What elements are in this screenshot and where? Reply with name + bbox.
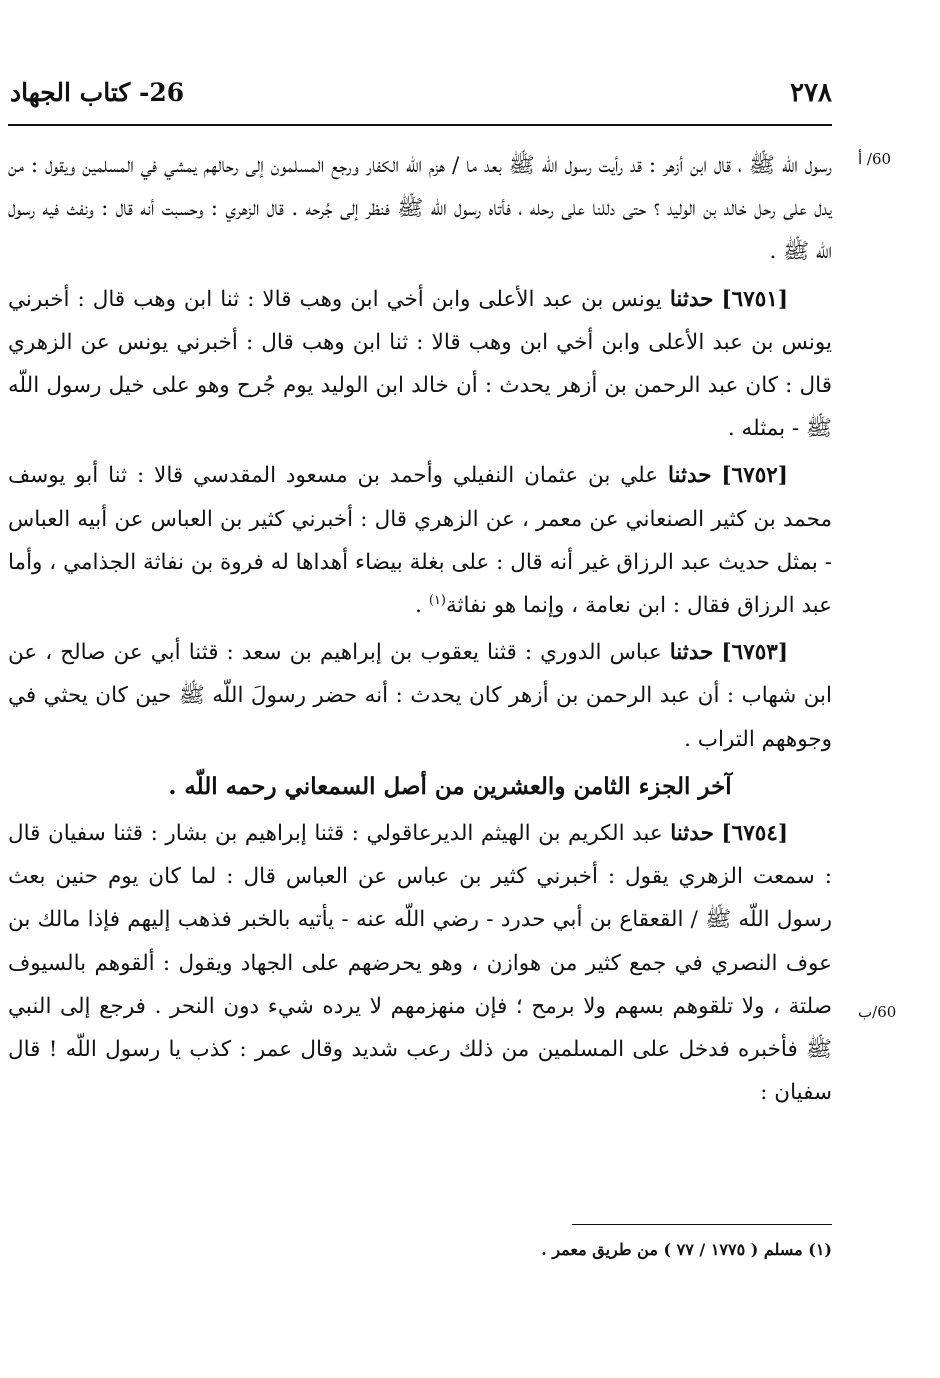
- hadith-number: [٦٧٥٣]: [721, 640, 788, 666]
- hadith-text: عبد الكريم بن الهيثم الديرعاقولي : قثنا إبراهيم بن بشار : قثنا سفيان قال : سمعت الزهري يقول : أخبرني كثير بن عباس عن العباس قال : لما كان يوم حنين بعث رسول اللّه ﷺ / القعقاع بن أبي حدرد - رضي اللّه عنه - يأتيه بالخبر فذهب إليهم فإذا مالك بن عوف النصري في جمع كثير من هوازن ، وهو يحرضهم على الجهاد ويقول : ألقوهم بالسيوف صلتة ، ولا تلقوهم بسهم ولا برمح ؛ فإن منهزمهم لا يرده شيء دون النحر . فرجع إلى النبي ﷺ فأخبره فدخل على المسلمين من ذلك رعب شديد وقال عمر : كذب يا رسول اللّه ! قال سفيان :: [8, 821, 832, 1106]
- page-number: ٢٧٨: [790, 78, 832, 108]
- hadith-number: [٦٧٥٢]: [721, 463, 788, 489]
- hadith-text: علي بن عثمان النفيلي وأحمد بن مسعود المقدسي قالا : ثنا أبو يوسف محمد بن كثير الصنعاني عن معمر ، عن الزهري قال : أخبرني كثير بن العباس عن أبيه العباس - بمثل حديث عبد الرزاق غير أنه قال : على بغلة بيضاء أهداها له فروة بن نفاثة الجذامي ، وأما عبد الرزاق فقال : ابن نعامة ، وإنما هو نفاثة: [8, 463, 832, 619]
- footnote-reference: (١): [428, 592, 446, 608]
- body-text: [8, 144, 832, 1118]
- hadith-6751: [8, 278, 832, 451]
- section-ending-note: آخر الجزء الثامن والعشرين من أصل السمعاني رحمه اللّه .: [168, 772, 732, 800]
- margin-note-folio-60b: 60/ب: [858, 1003, 897, 1021]
- hadith-6753: [8, 631, 832, 761]
- hadith-lead-word: حدثنا: [669, 640, 714, 666]
- chapter-title: 26- كتاب الجهاد: [10, 78, 185, 107]
- hadith-6754: [8, 812, 832, 1114]
- footnote: (١) مسلم ( ١٧٧٥ / ٧٧ ) من طريق معمر .: [541, 1240, 832, 1259]
- footnote-rule: [572, 1224, 832, 1225]
- hadith-lead-word: حدثنا: [667, 463, 712, 489]
- hadith-lead-word: حدثنا: [670, 821, 714, 847]
- hadith-number: [٦٧٥١]: [721, 286, 789, 312]
- paragraph-continuation: رسول اللّه ﷺ ، قال ابن أزهر : قد رأيت رسول اللّه ﷺ بعد ما / هزم اللّه الكفار ورجع المسلمون إلى رحالهم يمشي في المسلمين ويقول : من يدل على رحل خالد بن الوليد ؟ حتى دللنا على رحله ، فأتاه رسول اللّه ﷺ فنظر إلى جُرحه . قال الزهري : وحسبت أنه قال : ونفث فيه رسول اللّه ﷺ .: [8, 153, 832, 265]
- hadith-lead-word: حدثنا: [669, 286, 714, 312]
- page-header: [10, 78, 832, 118]
- margin-note-folio-60a: 60/ أ: [858, 150, 892, 168]
- hadith-6752: [8, 454, 832, 627]
- hadith-text: يونس بن عبد الأعلى وابن أخي ابن وهب قالا : ثنا ابن وهب قال : أخبرني يونس بن عبد الأعلى وابن أخي ابن وهب قالا : ثنا ابن وهب قال : أخبرني يونس عن الزهري قال : كان عبد الرحمن بن أزهر يحدث : أن خالد ابن الوليد يوم جُرح وهو على خيل رسول اللّه ﷺ - بمثله .: [8, 286, 832, 442]
- header-rule: [8, 124, 832, 126]
- hadith-text: عباس الدوري : قثنا يعقوب بن إبراهيم بن سعد : قثنا أبي عن صالح ، عن ابن شهاب : أن عبد الرحمن بن أزهر كان يحدث : أنه حضر رسولَ اللّه ﷺ حين كان يحثي في وجوههم التراب .: [8, 640, 832, 752]
- hadith-end: .: [415, 593, 429, 619]
- hadith-number: [٦٧٥٤]: [721, 821, 788, 847]
